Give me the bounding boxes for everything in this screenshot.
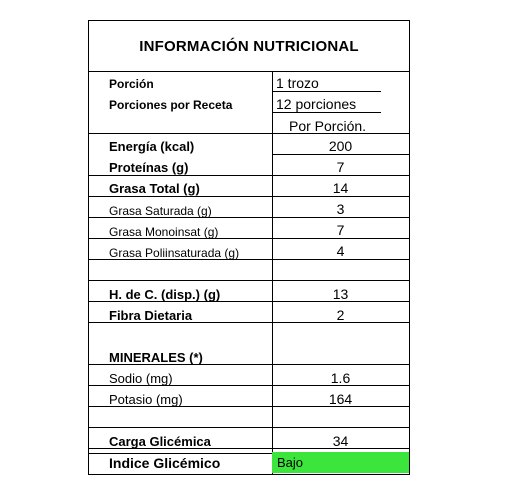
row-label-proteinas: Proteínas (g) — [109, 160, 189, 175]
porcion-label: Porción — [109, 77, 154, 91]
porciones-receta-value: 12 porciones — [276, 96, 357, 112]
section-minerales: MINERALES (*) — [109, 350, 203, 365]
row-label-grasa-saturada: Grasa Saturada (g) — [109, 204, 212, 218]
row-label-carga-glicemica: Carga Glicémica — [109, 434, 211, 449]
divider — [89, 427, 409, 428]
row-label-sodio: Sodio (mg) — [109, 371, 173, 386]
row-value-hidratos: 13 — [332, 286, 349, 302]
row-value-proteinas: 7 — [336, 159, 345, 175]
row-label-energia: Energía (kcal) — [109, 139, 195, 154]
row-value-carga-glicemica: 34 — [332, 433, 349, 449]
row-label-indice-glicemico: Indice Glicémico — [109, 455, 221, 471]
table-title: INFORMACIÓN NUTRICIONAL — [89, 21, 409, 72]
row-label-grasa-total: Grasa Total (g) — [109, 181, 200, 196]
row-value-indice-glicemico: Bajo — [277, 455, 304, 470]
row-label-grasa-monoinsat: Grasa Monoinsat (g) — [109, 225, 219, 239]
row-value-potasio: 164 — [328, 391, 353, 407]
row-label-fibra: Fibra Dietaria — [109, 308, 193, 323]
porciones-receta-label: Porciones por Receta — [109, 98, 233, 112]
row-value-sodio: 1.6 — [330, 370, 351, 386]
row-label-hidratos: H. de C. (disp.) (g) — [109, 287, 221, 302]
row-value-grasa-monoinsat: 7 — [336, 222, 345, 238]
row-value-fibra: 2 — [336, 307, 345, 323]
row-value-energia: 200 — [328, 138, 353, 154]
row-value-grasa-total: 14 — [332, 180, 349, 196]
porcion-value: 1 trozo — [276, 75, 319, 91]
row-value-grasa-saturada: 3 — [336, 201, 345, 217]
row-label-grasa-poliinsaturada: Grasa Poliinsaturada (g) — [109, 246, 240, 260]
column-header: Por Porción. — [289, 118, 367, 134]
row-label-potasio: Potasio (mg) — [109, 392, 183, 407]
row-value-grasa-poliinsaturada: 4 — [336, 243, 345, 259]
divider — [89, 280, 409, 281]
column-divider — [272, 71, 273, 474]
